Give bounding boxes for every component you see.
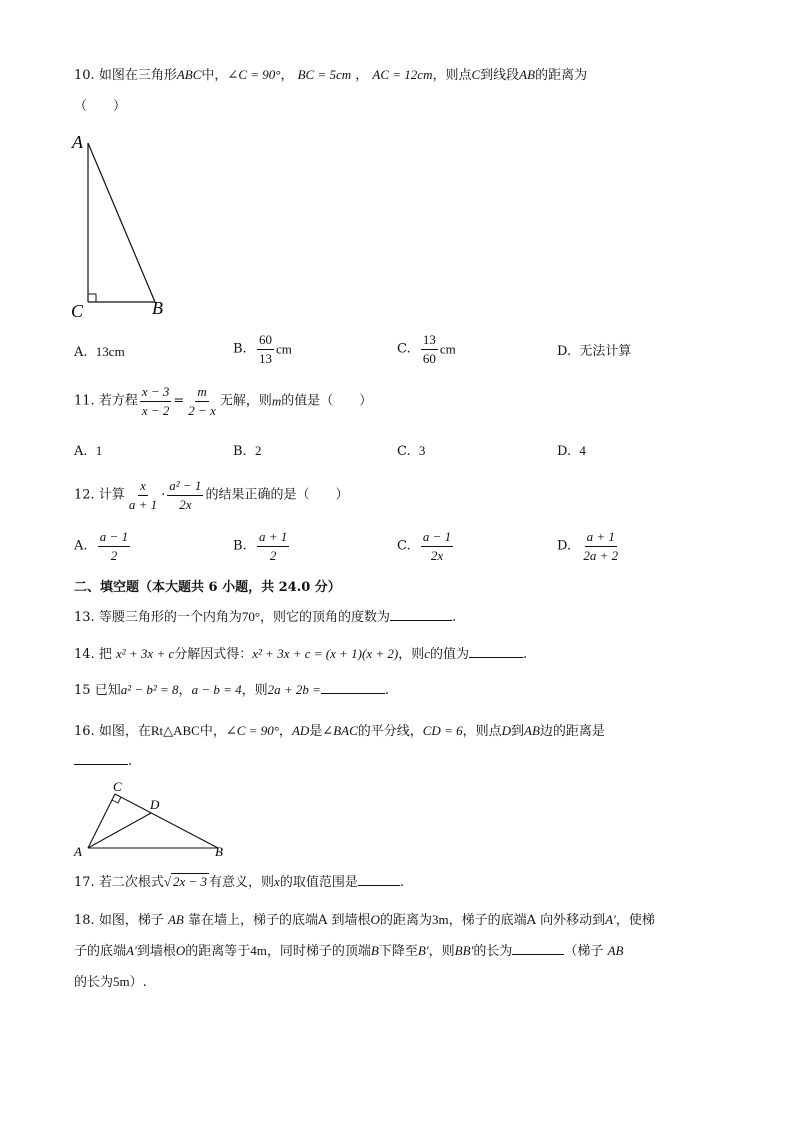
- q12-option-c[interactable]: C. $\frac{a - 1}{2x}$: [397, 529, 452, 563]
- q10-right-angle-mark: [88, 294, 96, 302]
- q10-label-c: C: [71, 301, 84, 321]
- q10-number: 10.: [74, 68, 95, 83]
- q16-label-b: B: [215, 844, 223, 859]
- q17-number: 17.: [74, 875, 95, 890]
- q16-stem-line1: 16. 如图，在Rt△ABC中，∠C = 90°，AD是∠BAC的平分线，CD = 6，则点D到AB边的距离是: [74, 723, 605, 739]
- q12-stem: 12. 计算 $\frac{x}{a + 1}$ · $\frac{\text{a² − 1}}{2x}$ 的结果正确的是（ ）: [74, 478, 349, 512]
- q14-number: 14.: [74, 647, 95, 662]
- q10-triangle-figure: [66, 126, 176, 322]
- q11-number: 11.: [74, 393, 95, 409]
- q10-option-b[interactable]: B. $\frac{60}{13}$ cm: [233, 332, 292, 366]
- q10-side-ab: [88, 143, 155, 302]
- q17-radicand: 2x − 3: [172, 874, 208, 889]
- q14-answer-blank[interactable]: [469, 645, 523, 658]
- q10-label-a: A: [72, 132, 83, 152]
- q18-stem-line3: 的长为5m）.: [74, 974, 147, 990]
- q15-number: 15: [74, 683, 91, 698]
- q12-number: 12.: [74, 487, 95, 503]
- q18-stem-line1: 18. 如图，梯子 AB 靠在墙上，梯子的底端A 到墙根O的距离为3m，梯子的底端A 向外移动到A′，使梯: [74, 912, 655, 928]
- q17-stem: 17. 若二次根式√ 2x − 3 有意义，则x的取值范围是 .: [74, 874, 404, 890]
- q10-option-c[interactable]: C. $\frac{13}{60}$ cm: [397, 332, 456, 366]
- q16-number: 16.: [74, 724, 95, 739]
- q10-option-a[interactable]: A. 13cm: [74, 344, 125, 360]
- q11-option-d[interactable]: D. 4: [557, 443, 586, 459]
- q13-stem: 13. 等腰三角形的一个内角为70°，则它的顶角的度数为 .: [74, 609, 457, 625]
- q16-label-d: D: [150, 797, 160, 812]
- q16-triangle-figure: [70, 776, 240, 862]
- q11-option-b[interactable]: B. 2: [233, 443, 262, 459]
- q16-answer-blank[interactable]: [74, 752, 128, 765]
- q12-option-d[interactable]: D. $\frac{a + 1}{2a + 2}$: [557, 529, 619, 563]
- q18-answer-blank[interactable]: [512, 942, 564, 955]
- q18-stem-line2: 子的底端A′到墙根O的距离等于4m，同时梯子的顶端B下降至B′，则BB′的长为 （梯子 AB: [74, 943, 624, 959]
- q16-side-cb: [115, 794, 218, 848]
- q17-answer-blank[interactable]: [358, 873, 400, 886]
- q18-number: 18.: [74, 913, 95, 928]
- q11-option-a[interactable]: A. 1: [74, 443, 103, 459]
- q13-answer-blank[interactable]: [390, 608, 452, 621]
- q16-label-a: A: [74, 844, 82, 859]
- q10-label-b: B: [152, 298, 163, 318]
- q15-stem: 15 已知a² − b² = 8，a − b = 4，则2a + 2b = .: [74, 682, 390, 698]
- q12-option-a[interactable]: A. $\frac{a - 1}{2}$: [74, 529, 129, 563]
- q15-answer-blank[interactable]: [321, 681, 385, 694]
- q14-stem: 14. 把 x² + 3x + c分解因式得：x² + 3x + c = (x + 1)(x + 2)，则c的值为 .: [74, 646, 528, 662]
- q12-option-b[interactable]: B. $\frac{a + 1}{2}$: [233, 529, 288, 563]
- q10-stem-line1: 10. 如图在三角形ABC中，∠C = 90°， BC = 5cm ， AC = 12cm，则点C到线段AB的距离为: [74, 67, 588, 83]
- q10-option-d[interactable]: D. 无法计算: [557, 344, 632, 359]
- q16-bisector-ad: [88, 813, 151, 848]
- q16-stem-line2: .: [74, 752, 132, 771]
- q11-stem: 11. 若方程 $\frac{x - 3}{x - 2}$ = $\frac{m}{2 - x}$ 无解，则m的值是（ ）: [74, 384, 373, 418]
- q13-number: 13.: [74, 610, 95, 625]
- section-title-fill-in: 二、填空题（本大题共 6 小题，共 24.0 分）: [74, 580, 341, 595]
- q10-paren: （ ）: [74, 99, 127, 114]
- q11-option-c[interactable]: C. 3: [397, 443, 426, 459]
- q16-label-c: C: [113, 779, 122, 794]
